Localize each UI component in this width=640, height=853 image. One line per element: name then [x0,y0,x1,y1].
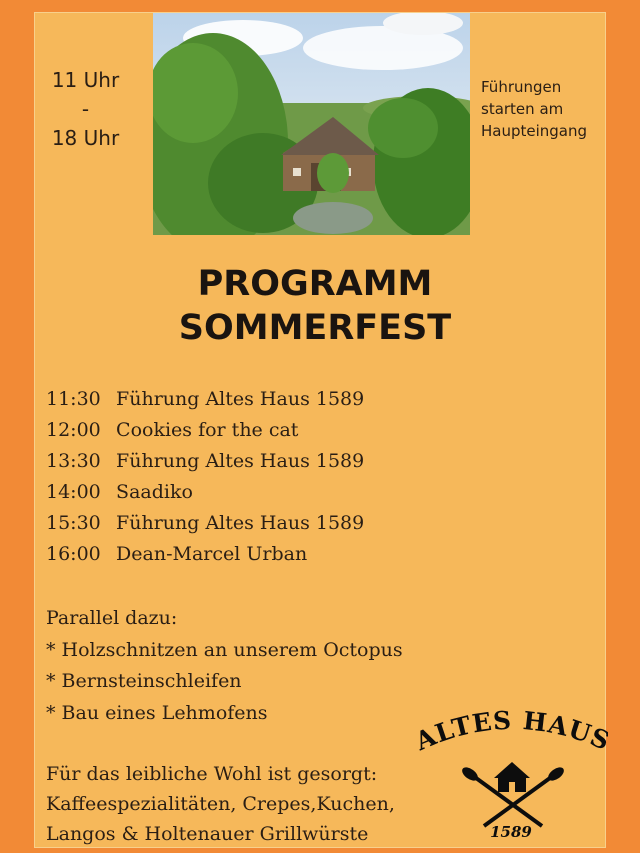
schedule-time: 11:30 [46,388,101,410]
food-line2: Kaffeespezialitäten, Crepes,Kuchen, [46,793,395,815]
schedule-item [46,446,364,477]
schedule-time: 13:30 [46,450,101,472]
opening-separator: - [81,97,90,121]
opening-hours [48,66,123,153]
logo-year: 1589 [490,823,532,841]
altes-haus-logo [414,700,608,842]
parallel-item: * Holzschnitzen an unserem Octopus [46,638,403,661]
schedule-item [46,477,364,508]
schedule-list [46,384,364,570]
food-info [46,759,395,849]
tours-info [481,76,587,142]
schedule-item [46,415,364,446]
tours-info-line2: starten am [481,100,564,118]
parallel-activities [46,603,403,729]
parallel-heading: Parallel dazu: [46,607,178,629]
schedule-event: Cookies for the cat [116,419,299,441]
food-line3: Langos & Holtenauer Grillwürste [46,823,369,845]
schedule-event: Führung Altes Haus 1589 [116,388,365,410]
schedule-item [46,384,364,415]
schedule-item [46,539,364,570]
logo-name: ALTES HAU [414,705,596,757]
schedule-time: 12:00 [46,419,101,441]
svg-text:ALTES HAUS [414,706,608,757]
schedule-event: Saadiko [116,481,193,503]
tours-info-line3: Haupteingang [481,122,588,140]
schedule-time: 16:00 [46,543,101,565]
schedule-event: Führung Altes Haus 1589 [116,450,365,472]
schedule-time: 15:30 [46,512,101,534]
schedule-event: Führung Altes Haus 1589 [116,512,365,534]
title-line1: PROGRAMM [197,264,433,304]
house-icon [494,762,530,792]
title-line2: SOMMERFEST [178,308,452,348]
page-title [150,262,480,350]
opening-start: 11 Uhr [51,68,120,92]
food-line1: Für das leibliche Wohl ist gesorgt: [46,763,378,785]
tours-info-line1: Führungen [481,78,562,96]
schedule-time: 14:00 [46,481,101,503]
schedule-item [46,508,364,539]
parallel-item: * Bernsteinschleifen [46,670,242,692]
schedule-event: Dean-Marcel Urban [116,543,308,565]
parallel-item: * Bau eines Lehmofens [46,701,268,724]
opening-end: 18 Uhr [51,126,120,150]
house-photo [153,13,470,235]
